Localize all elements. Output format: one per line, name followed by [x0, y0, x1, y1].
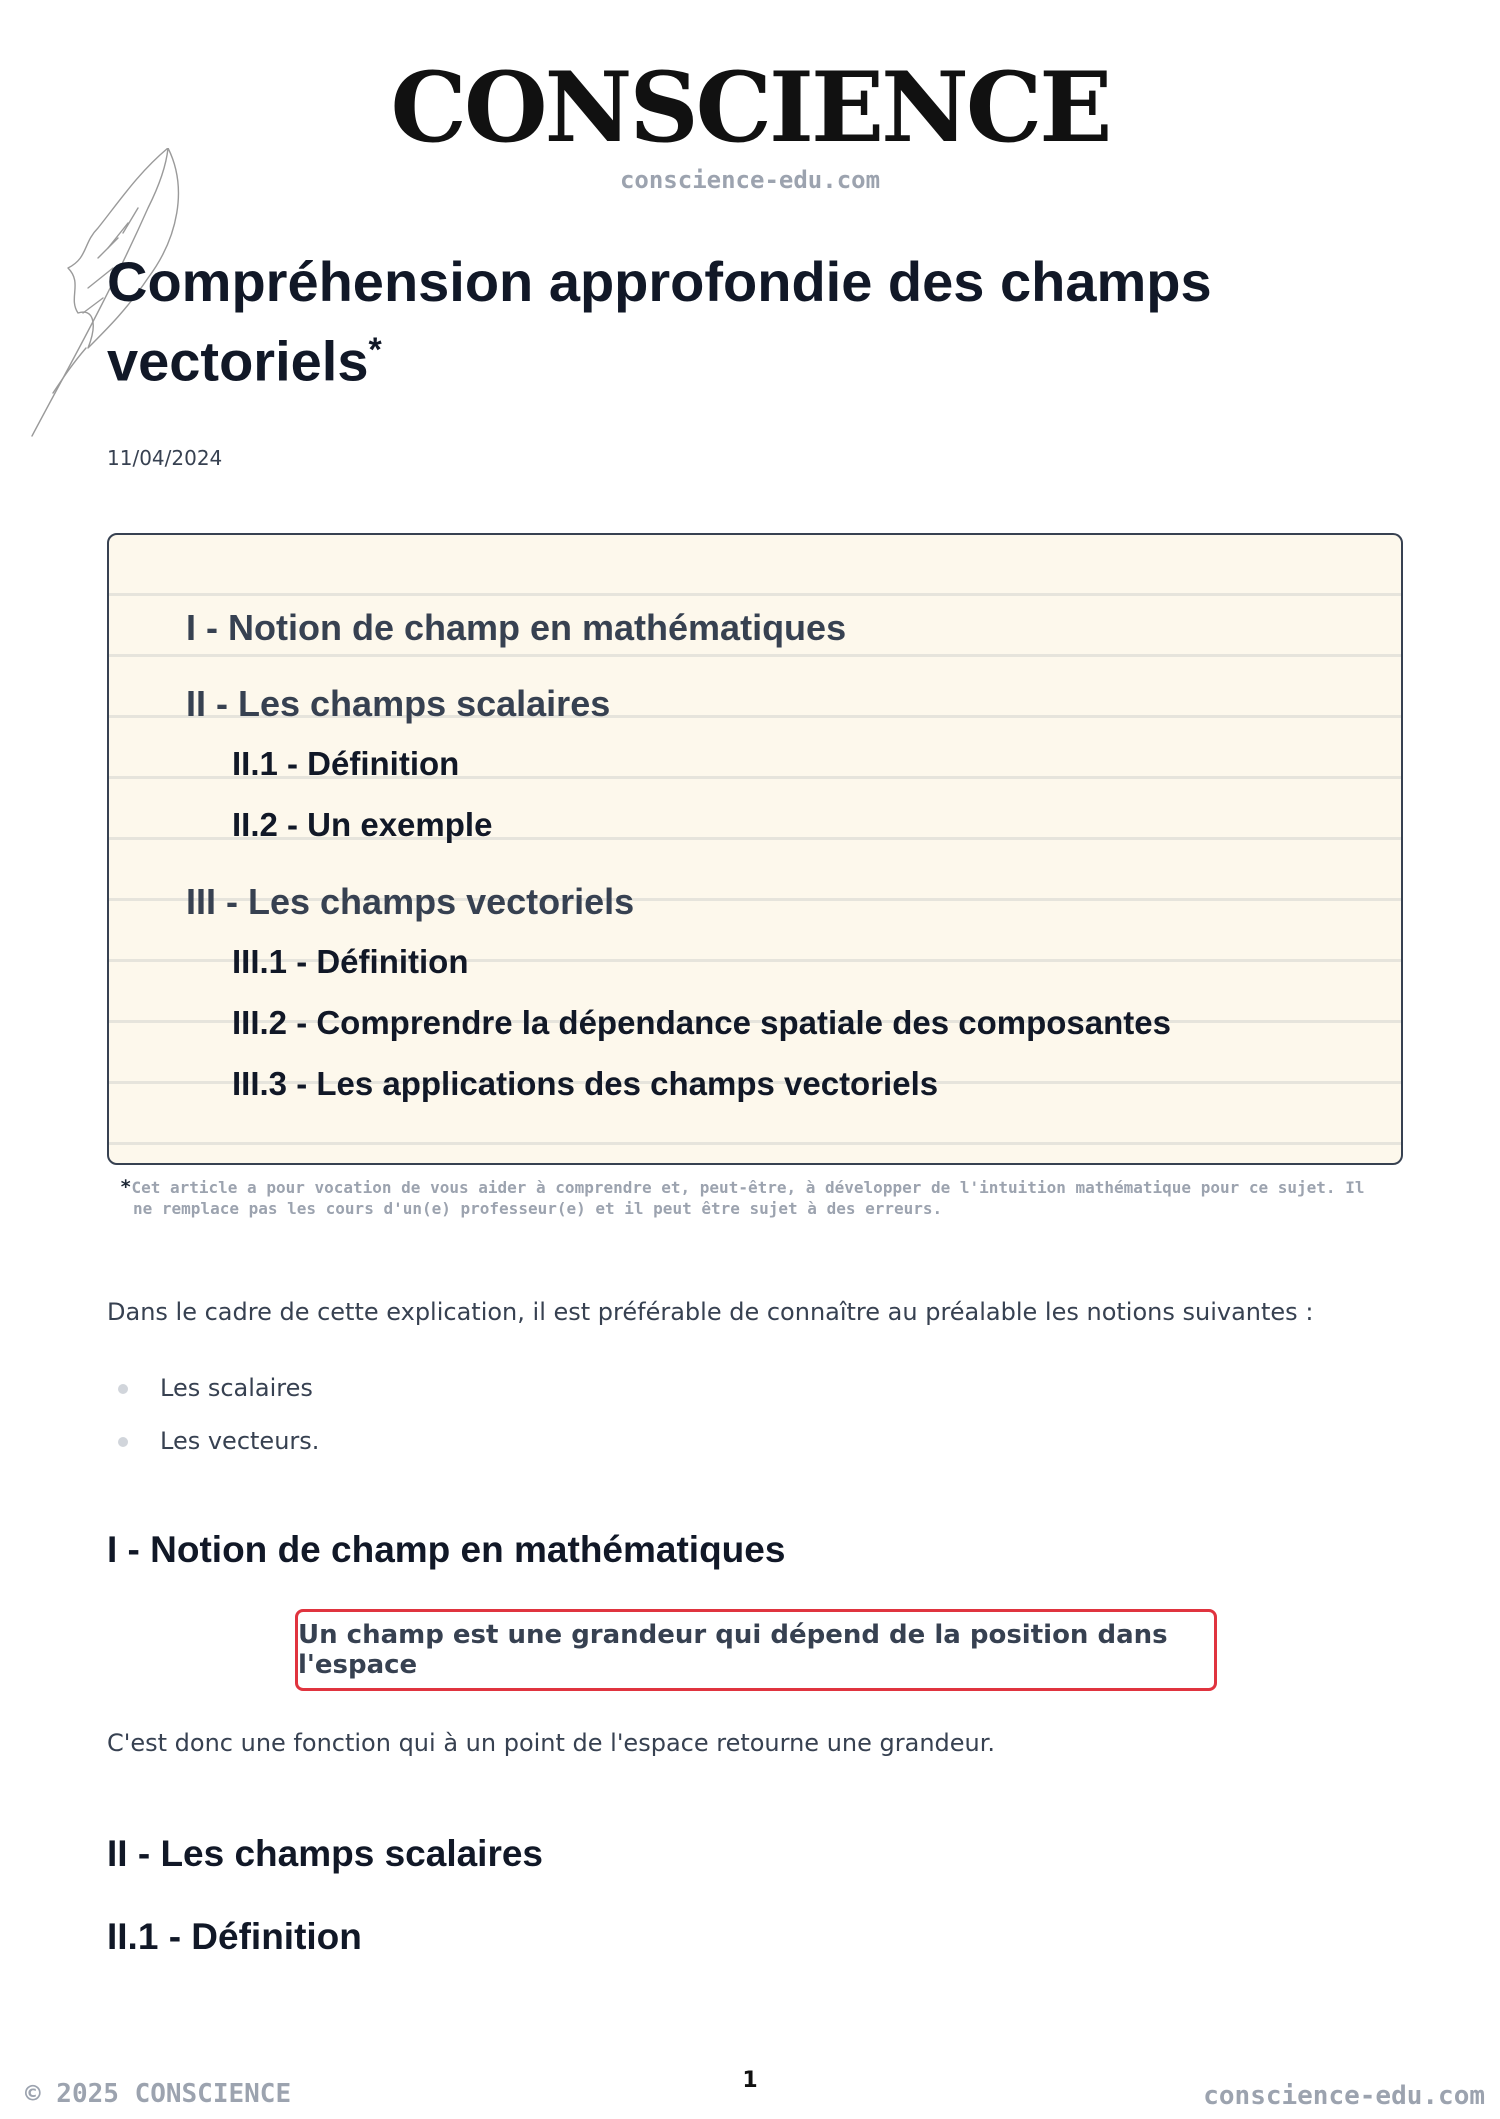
footer-url[interactable]: conscience-edu.com	[1203, 2081, 1485, 2111]
bullet-dot-icon	[118, 1384, 128, 1394]
toc-item-section-3-3[interactable]: III.3 - Les applications des champs vectoriels	[232, 1065, 939, 1102]
brand-url[interactable]: conscience-edu.com	[619, 166, 881, 194]
intro-paragraph: Dans le cadre de cette explication, il est préférable de connaître au préalable les notions suivantes :	[107, 1298, 1314, 1326]
footnote-text: Cet article a pour vocation de vous aider à comprendre et, peut-être, à développer de l'intuition mathématique pour ce sujet. Il ne remplace pas les cours d'un(e) professeur(e) et il peut être sujet à des erreurs.	[131, 1178, 1365, 1218]
table-of-contents	[107, 533, 1403, 1165]
toc-item-section-3[interactable]: III - Les champs vectoriels	[186, 881, 635, 922]
page-title	[107, 248, 1357, 396]
toc-item-section-3-2[interactable]: III.2 - Comprendre la dépendance spatiale des composantes	[232, 1004, 1171, 1041]
toc-item-section-2-2[interactable]: II.2 - Un exemple	[232, 806, 493, 843]
section-2-heading: II - Les champs scalaires	[107, 1833, 544, 1874]
footnote	[120, 1177, 1393, 1219]
toc-item-section-1[interactable]: I - Notion de champ en mathématiques	[186, 607, 847, 648]
page-number: 1	[742, 2068, 758, 2093]
section-2-1-heading: II.1 - Définition	[107, 1916, 362, 1957]
toc-item-section-2[interactable]: II - Les champs scalaires	[186, 683, 611, 724]
page-title-text: Compréhension approfondie des champs vectoriels	[107, 250, 1212, 393]
bullet-dot-icon	[118, 1437, 128, 1447]
definition-box: Un champ est une grandeur qui dépend de la position dans l'espace	[295, 1609, 1217, 1691]
brand-logo: CONSCIENCE	[390, 51, 1110, 164]
prerequisite-item: Les scalaires	[160, 1374, 313, 1402]
publish-date: 11/04/2024	[107, 446, 223, 470]
footer-copyright: © 2025 CONSCIENCE	[25, 2079, 292, 2109]
footnote-marker: *	[120, 1176, 132, 1198]
toc-item-section-3-1[interactable]: III.1 - Définition	[232, 943, 469, 980]
toc-item-section-2-1[interactable]: II.1 - Définition	[232, 745, 460, 782]
prerequisite-item: Les vecteurs.	[160, 1427, 320, 1455]
section-1-heading: I - Notion de champ en mathématiques	[107, 1529, 786, 1570]
title-footnote-marker: *	[368, 331, 382, 369]
section-1-paragraph: C'est donc une fonction qui à un point de l'espace retourne une grandeur.	[107, 1729, 996, 1757]
